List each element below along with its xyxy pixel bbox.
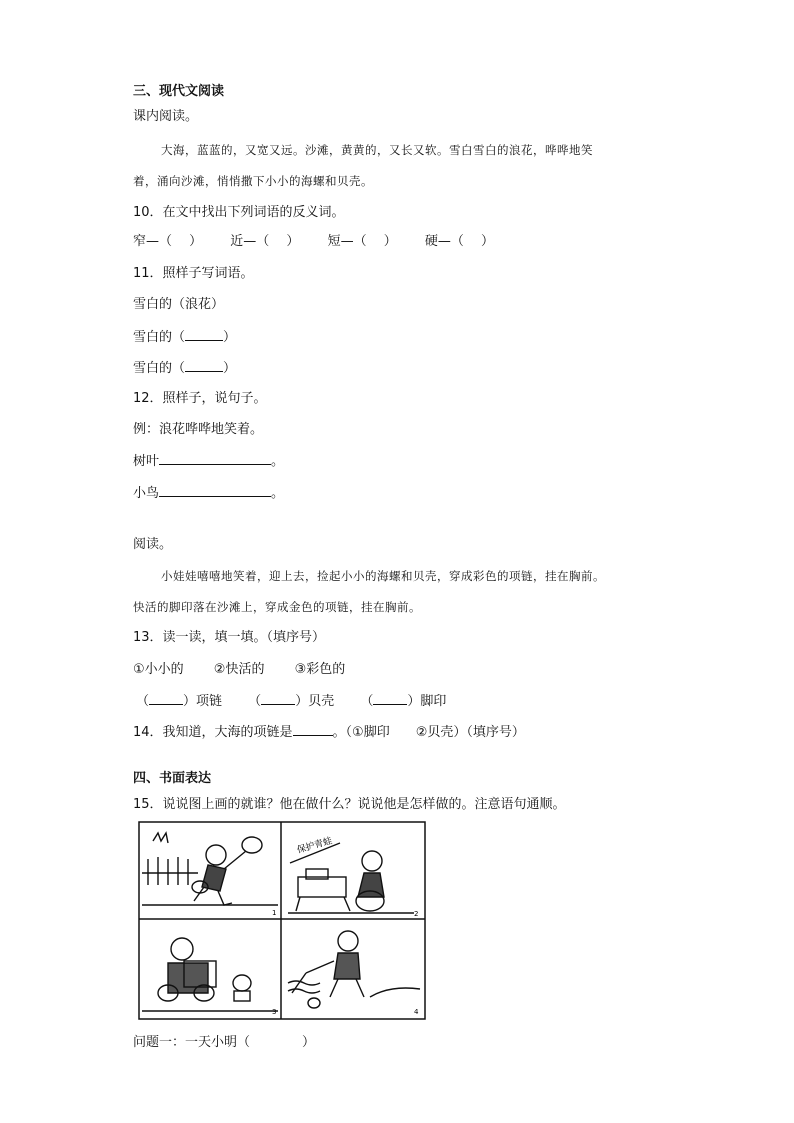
bracket: （	[136, 694, 150, 709]
q11-blank-line-1	[133, 328, 236, 347]
q11-example: 雪白的（浪花）	[133, 297, 225, 312]
answer-blank[interactable]	[185, 359, 223, 372]
period: 。	[271, 454, 285, 469]
bracket: （	[248, 694, 262, 709]
q10-text: 10．在文中找出下列词语的反义词。	[133, 205, 345, 220]
q11-prefix: 雪白的（	[133, 330, 186, 345]
answer-blank[interactable]	[261, 692, 295, 705]
passage1-line2: 着，涌向沙滩，悄悄撒下小小的海螺和贝壳。	[133, 174, 373, 188]
q11-blank-line-2	[133, 359, 236, 378]
q12-item2	[133, 484, 284, 503]
comic-strip	[138, 821, 426, 1020]
panel-3-boy-reading	[142, 938, 278, 1011]
answer-blank[interactable]	[159, 484, 271, 497]
q14-text: 14．我知道，大海的项链是	[133, 725, 293, 740]
passage2-line1: 小娃娃嘻嘻地笑着，迎上去，捡起小小的海螺和贝壳，穿成彩色的项链，挂在胸前。	[161, 569, 605, 583]
answer-blank[interactable]	[185, 328, 223, 341]
panel-1-boy-running	[142, 833, 278, 905]
q13-blanks	[136, 692, 446, 711]
answer-blank[interactable]	[149, 692, 183, 705]
section4-title: 四、书面表达	[133, 771, 212, 786]
panel-4-boy-at-water	[288, 931, 420, 1008]
panel-number: 1	[272, 909, 277, 917]
q11-suffix: ）	[223, 330, 237, 345]
q14-text-after: 。（①脚印 ②贝壳）（填序号）	[332, 725, 525, 740]
q13-options	[133, 661, 345, 679]
q13-option: ②快活的	[213, 662, 265, 677]
panel-number: 2	[414, 910, 419, 918]
section3-title: 三、现代文阅读	[133, 84, 225, 99]
q13-option: ①小小的	[133, 662, 184, 677]
answer-blank[interactable]	[293, 723, 333, 736]
q10-items	[133, 233, 494, 251]
passage1-line1: 大海，蓝蓝的，又宽又远。沙滩，黄黄的，又长又软。雪白雪白的浪花，哗哗地笑	[161, 143, 593, 157]
panel-2-sign: 保护青蛙	[296, 836, 334, 856]
q11-suffix: ）	[223, 361, 237, 376]
q15-text: 15．说说图上画的就谁？他在做什么？说说他是怎样做的。注意语句通顺。	[133, 797, 566, 812]
q11-prefix: 雪白的（	[133, 361, 186, 376]
passage2-label: 阅读。	[133, 537, 173, 552]
passage1-label: 课内阅读。	[133, 109, 199, 124]
q10-item: 短—（ ）	[327, 234, 397, 249]
q14	[133, 723, 525, 742]
question-one: 问题一：一天小明（ ）	[133, 1035, 316, 1050]
q13-blank-label: ）项链	[183, 694, 223, 709]
bracket: （	[360, 694, 374, 709]
answer-blank[interactable]	[159, 452, 271, 465]
q13-text: 13．读一读，填一填。（填序号）	[133, 630, 326, 645]
q12-subject: 树叶	[133, 454, 160, 469]
answer-blank[interactable]	[373, 692, 407, 705]
q12-item1	[133, 452, 284, 471]
passage2-line2: 快活的脚印落在沙滩上，穿成金色的项链，挂在胸前。	[133, 600, 421, 614]
q13-blank-label: ）脚印	[407, 694, 447, 709]
q11-text: 11．照样子写词语。	[133, 266, 254, 281]
q10-item: 近—（ ）	[230, 234, 300, 249]
panel-number: 3	[272, 1008, 277, 1016]
q13-blank-label: ）贝壳	[295, 694, 335, 709]
q10-item: 硬—（ ）	[424, 234, 494, 249]
q12-subject: 小鸟	[133, 486, 160, 501]
q13-option: ③彩色的	[294, 662, 346, 677]
q12-text: 12．照样子，说句子。	[133, 391, 267, 406]
panel-number: 4	[414, 1008, 419, 1016]
q10-item: 窄—（ ）	[133, 234, 203, 249]
q12-example: 例：浪花哗哗地笑着。	[133, 422, 264, 437]
period: 。	[271, 486, 285, 501]
